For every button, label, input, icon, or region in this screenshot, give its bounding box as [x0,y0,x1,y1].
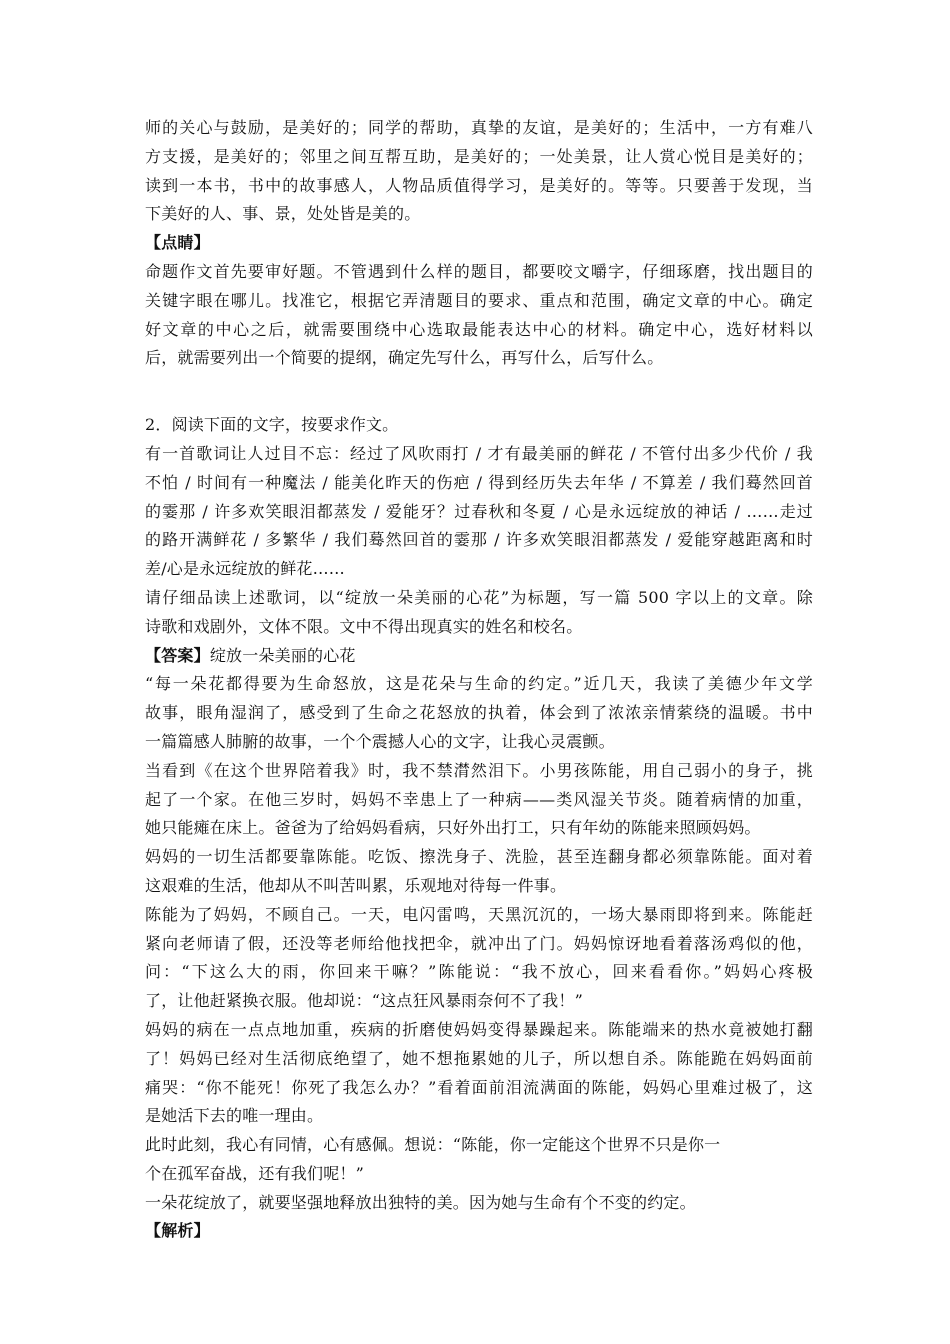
essay-line: 一朵花绽放了，就要坚强地释放出独特的美。因为她与生命有个不变的约定。 [145,1192,696,1212]
essay-line: 个在孤军奋战，还有我们呢！” [145,1163,364,1183]
text-line: 命题作文首先要审好题。不管遇到什么样的题目，都要咬文嚼字，仔细琢磨，找出题目的 [145,261,813,281]
text-line: 好文章的中心之后，就需要围绕中心选取最能表达中心的材料。确定中心，选好材料以 [145,319,813,339]
essay-line: 问：“下这么大的雨，你回来干嘛？”陈能说：“我不放心，回来看看你。”妈妈心疼极 [145,962,813,982]
essay-line: “每一朵花都得要为生命怒放，这是花朵与生命的约定。”近几天，我读了美德少年文学 [145,674,813,694]
text-line: 不怕 / 时间有一种魔法 / 能美化昨天的伤疤 / 得到经历失去年华 / 不算差 / 我们蓦然回首 [145,472,813,492]
dianjing-label: 【点睛】 [145,233,210,253]
lyrics-paragraph [145,440,813,584]
answer-title: 绽放一朵美丽的心花 [209,645,356,665]
essay-line: 她只能瘫在床上。爸爸为了给妈妈看病，只好外出打工，只有年幼的陈能来照顾妈妈。 [145,818,761,838]
text-line: 关键字眼在哪儿。找准它，根据它弄清题目的要求、重点和范围，确定文章的中心。确定 [145,290,813,310]
essay-line: 此时此刻，我心有同情，心有感佩。想说：“陈能，你一定能这个世界不只是你一 [145,1135,721,1155]
question-heading: 2．阅读下面的文字，按要求作文。 [145,415,399,435]
answer-label: 【答案】 [145,645,210,665]
text-line: 后，就需要列出一个简要的提纲，确定先写什么，再写什么，后写什么。 [145,348,664,368]
task-paragraph [145,584,813,642]
essay-line: 故事，眼角湿润了，感受到了生命之花怒放的执着，体会到了浓浓亲情萦绕的温暖。书中 [145,703,813,723]
text-line: 有一首歌词让人过目不忘：经过了风吹雨打 / 才有最美丽的鲜花 / 不管付出多少代价 / 我 [145,443,813,463]
essay-body [145,670,813,1217]
text-line: 读到一本书，书中的故事感人，人物品质值得学习，是美好的。等等。只要善于发现，当 [145,175,813,195]
essay-line: 妈妈的一切生活都要靠陈能。吃饭、擦洗身子、洗脸，甚至连翻身都必须靠陈能。面对着 [145,847,813,867]
essay-line: 痛哭：“你不能死！你死了我怎么办？”看着面前泪流满面的陈能，妈妈心里难过极了，这 [145,1077,813,1097]
essay-line: 紧向老师请了假，还没等老师给他找把伞，就冲出了门。妈妈惊讶地看着落汤鸡似的他， [145,933,813,953]
text-line: 师的关心与鼓励，是美好的；同学的帮助，真挚的友谊，是美好的；生活中，一方有难八 [145,118,813,137]
essay-line: 了！妈妈已经对生活彻底绝望了，她不想拖累她的儿子，所以想自杀。陈能跪在妈妈面前 [145,1048,813,1068]
text-line: 下美好的人、事、景，处处皆是美的。 [145,204,421,224]
answer-heading [145,642,813,671]
essay-line: 是她活下去的唯一理由。 [145,1106,324,1126]
analysis-label: 【解析】 [145,1221,210,1241]
text-line: 差/心是永远绽放的鲜花…… [145,559,345,579]
essay-line: 这艰难的生活，他却从不叫苦叫累，乐观地对待每一件事。 [145,875,567,895]
text-line: 的路开满鲜花 / 多繁华 / 我们蓦然回首的霎那 / 许多欢笑眼泪都蒸发 / 爱能穿越距离和时 [145,530,813,550]
essay-line: 当看到《在这个世界陪着我》时，我不禁潸然泪下。小男孩陈能，用自己弱小的身子，挑 [145,760,813,780]
essay-line: 一篇篇感人肺腑的故事，一个个震撼人心的文字，让我心灵震颤。 [145,731,615,751]
essay-line: 了，让他赶紧换衣服。他却说：“这点狂风暴雨奈何不了我！” [145,991,583,1011]
text-line: 方支援，是美好的；邻里之间互帮互助，是美好的；一处美景，让人赏心悦目是美好的； [145,146,813,166]
text-line: 请仔细品读上述歌词，以“绽放一朵美丽的心花”为标题，写一篇 500 字以上的文章。除 [145,587,813,607]
text-line: 诗歌和戏剧外，文体不限。文中不得出现真实的姓名和校名。 [145,616,583,636]
section1-paragraph [145,114,813,229]
dianjing-paragraph [145,258,813,373]
text-line: 的霎那 / 许多欢笑眼泪都蒸发 / 爱能牙？过春秋和冬夏 / 心是永远绽放的神话 / ……走过 [145,501,813,521]
document-page [145,114,813,1246]
essay-line: 陈能为了妈妈，不顾自己。一天，电闪雷鸣，天黑沉沉的，一场大暴雨即将到来。陈能赶 [145,904,813,924]
essay-line: 起了一个家。在他三岁时，妈妈不幸患上了一种病——类风湿关节炎。随着病情的加重， [145,789,813,809]
section-gap [145,373,813,411]
essay-line: 妈妈的病在一点点地加重，疾病的折磨使妈妈变得暴躁起来。陈能端来的热水竟被她打翻 [145,1019,813,1039]
